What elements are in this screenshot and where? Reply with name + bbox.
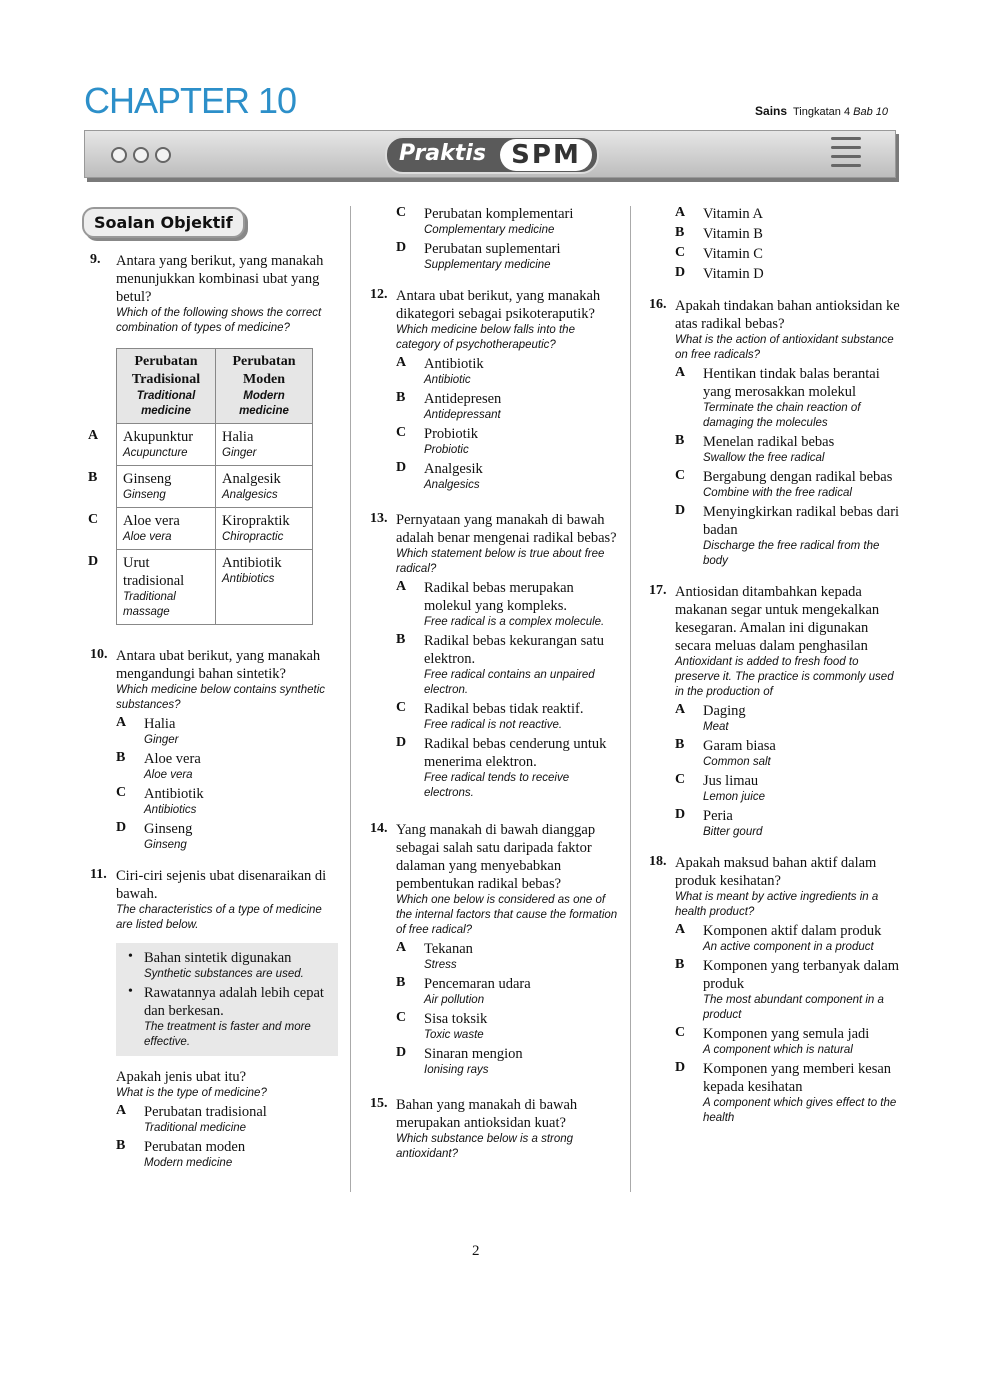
- question-text-en: What is meant by active ingredients in a health product?: [675, 891, 879, 918]
- option-en: Stress: [424, 959, 457, 971]
- question-18: [649, 854, 900, 1126]
- option-ms: Sinaran mengion: [424, 1046, 523, 1062]
- option-en: Toxic waste: [424, 1029, 484, 1041]
- option-ms: Analgesik: [424, 461, 483, 477]
- option-letter: C: [675, 772, 686, 787]
- option-c[interactable]: [396, 205, 622, 238]
- cell-ms: Urut tradisional: [123, 555, 185, 589]
- option-letter: A: [675, 205, 686, 220]
- bullet-item: [124, 984, 330, 1050]
- option-ms: Hentikan tindak balas berantai yang merosakkan molekul: [703, 366, 880, 400]
- banner-pill: [385, 136, 599, 174]
- menu-line-icon: [831, 155, 861, 158]
- option-letter: D: [116, 820, 127, 835]
- option-ms: Jus limau: [703, 773, 759, 789]
- question-number: 12.: [370, 287, 388, 302]
- bullet-en: The treatment is faster and more effective.: [144, 1021, 311, 1048]
- option-letter: C: [88, 511, 99, 527]
- characteristics-box: [116, 943, 338, 1056]
- question-13: [370, 511, 622, 801]
- cell-en: Analgesics: [222, 489, 278, 501]
- option-ms: Vitamin C: [703, 246, 763, 262]
- option-ms: Probiotik: [424, 426, 478, 442]
- option-letter: B: [675, 433, 685, 448]
- question-text-en: Which of the following shows the correct combination of types of medicine?: [116, 307, 322, 334]
- praktis-spm-banner: [84, 130, 896, 178]
- option-letter: C: [675, 245, 686, 260]
- option-ms: Komponen yang semula jadi: [703, 1026, 870, 1042]
- option-en: Supplementary medicine: [424, 259, 551, 271]
- option-a[interactable]: [116, 1103, 338, 1136]
- question-number: 14.: [370, 821, 388, 836]
- option-letter: D: [675, 1060, 686, 1075]
- question-number: 16.: [649, 297, 667, 312]
- option-ms: Ginseng: [144, 821, 193, 837]
- option-b[interactable]: [675, 433, 900, 466]
- question-text: Apakah tindakan bahan antioksidan ke atas radikal bebas?: [675, 298, 900, 332]
- option-letter: B: [675, 225, 685, 240]
- option-ms: Aloe vera: [144, 751, 201, 767]
- column-divider: [350, 206, 351, 1192]
- option-b[interactable]: [675, 737, 900, 770]
- bullet-ms: • Rawatannya adalah lebih cepat dan berkesan.: [144, 985, 324, 1019]
- question-15: [370, 1096, 622, 1162]
- option-a[interactable]: [396, 940, 622, 973]
- option-letter: B: [675, 737, 685, 752]
- menu-line-icon: [831, 164, 861, 167]
- option-a[interactable]: [675, 365, 900, 431]
- option-en: Discharge the free radical from the body: [703, 540, 880, 567]
- option-letter: A: [675, 365, 686, 380]
- option-en: A component which gives effect to the health: [703, 1097, 897, 1124]
- cell-en: Traditional massage: [123, 591, 176, 618]
- question-text: Antara ubat berikut, yang manakah mengandungi bahan sintetik?: [116, 648, 321, 682]
- question-11-continued: [396, 205, 622, 273]
- question-number: 13.: [370, 511, 388, 526]
- question-text-en: Which medicine below contains synthetic substances?: [116, 684, 326, 711]
- cell-ms: Kiropraktik: [222, 513, 290, 529]
- option-letter: B: [88, 469, 98, 485]
- cell-en: Ginseng: [123, 489, 166, 501]
- option-ms: Komponen aktif dalam produk: [703, 923, 882, 939]
- option-letter: B: [396, 975, 406, 990]
- question-15-continued: [675, 205, 900, 283]
- option-letter: A: [88, 427, 99, 443]
- question-number: 18.: [649, 854, 667, 869]
- question-9: [88, 252, 338, 625]
- option-d[interactable]: [396, 460, 622, 493]
- option-letter: B: [396, 632, 406, 647]
- option-ms: Radikal bebas merupakan molekul yang kompleks.: [424, 580, 574, 614]
- option-ms: Sisa toksik: [424, 1011, 488, 1027]
- option-en: Antidepressant: [424, 409, 501, 421]
- option-en: Combine with the free radical: [703, 487, 852, 499]
- option-en: A component which is natural: [703, 1044, 853, 1056]
- option-c[interactable]: [675, 772, 900, 805]
- header-meta: [755, 104, 888, 118]
- question-text-en: The characteristics of a type of medicine are listed below.: [116, 904, 322, 931]
- option-letter: C: [116, 785, 127, 800]
- option-en: Modern medicine: [144, 1157, 233, 1169]
- bab: Bab 10: [853, 106, 888, 118]
- option-c[interactable]: [675, 245, 900, 263]
- question-17: [649, 583, 900, 840]
- table-header: [117, 349, 216, 424]
- question-12: [370, 287, 622, 493]
- option-en: Free radical tends to receive electrons.: [424, 772, 570, 799]
- circle-icon: [111, 147, 127, 163]
- option-d[interactable]: [396, 1045, 622, 1078]
- question-text: Yang manakah di bawah dianggap sebagai salah satu daripada faktor dalaman yang menyebabkan pembentukan radikal bebas?: [396, 822, 596, 892]
- cell-en: Aloe vera: [123, 531, 172, 543]
- cell-ms: Aloe vera: [123, 513, 180, 529]
- option-en: Ginger: [144, 734, 179, 746]
- option-ms: Menelan radikal bebas: [703, 434, 835, 450]
- option-letter: A: [675, 702, 686, 717]
- cell-ms: Antibiotik: [222, 555, 282, 571]
- option-ms: Vitamin B: [703, 226, 763, 242]
- question-10: [90, 647, 338, 853]
- option-ms: Radikal bebas kekurangan satu elektron.: [424, 633, 604, 667]
- option-letter: C: [396, 700, 407, 715]
- option-ms: Perubatan tradisional: [144, 1104, 267, 1120]
- table-row[interactable]: [88, 466, 313, 508]
- option-c[interactable]: [116, 785, 338, 818]
- option-en: Complementary medicine: [424, 224, 555, 236]
- subject: Sains: [755, 104, 788, 118]
- question-text-en: Which medicine below falls into the category of psychotherapeutic?: [396, 324, 575, 351]
- banner-praktis: Praktis: [399, 141, 486, 166]
- page-number: 2: [472, 1243, 480, 1259]
- question-16: [649, 297, 900, 569]
- option-ms: Vitamin A: [703, 206, 763, 222]
- option-ms: Radikal bebas tidak reaktif.: [424, 701, 584, 717]
- question-text-en: Which statement below is true about free radical?: [396, 548, 605, 575]
- option-letter: A: [396, 579, 407, 594]
- option-letter: D: [396, 1045, 407, 1060]
- header-en: Modern medicine: [239, 390, 289, 417]
- option-b[interactable]: [396, 975, 622, 1008]
- question-text: Antara ubat berikut, yang manakah dikategori sebagai psikoteraputik?: [396, 288, 601, 322]
- option-en: Probiotic: [424, 444, 469, 456]
- option-letter: A: [396, 355, 407, 370]
- option-letter: A: [675, 922, 686, 937]
- option-en: Antibiotics: [144, 804, 197, 816]
- option-en: Aloe vera: [144, 769, 193, 781]
- option-en: Free radical is a complex molecule.: [424, 616, 605, 628]
- column-2: [370, 203, 622, 1176]
- option-a[interactable]: [675, 922, 900, 955]
- option-letter: B: [396, 390, 406, 405]
- option-en: Lemon juice: [703, 791, 766, 803]
- option-d[interactable]: [675, 503, 900, 569]
- question-11: [90, 867, 338, 1171]
- cell-en: Acupuncture: [123, 447, 188, 459]
- option-a[interactable]: [116, 715, 338, 748]
- option-letter: D: [396, 240, 407, 255]
- option-letter: D: [396, 460, 407, 475]
- option-a[interactable]: [396, 579, 622, 630]
- option-letter: D: [675, 265, 686, 280]
- option-en: The most abundant component in a product: [703, 994, 884, 1021]
- option-letter: C: [675, 1025, 686, 1040]
- table-header: [216, 349, 313, 424]
- option-en: Analgesics: [424, 479, 480, 491]
- option-ms: Komponen yang memberi kesan kepada kesihatan: [703, 1061, 892, 1095]
- option-c[interactable]: [675, 1025, 900, 1058]
- question-text: Antara yang berikut, yang manakah menunjukkan kombinasi ubat yang betul?: [116, 253, 324, 305]
- option-en: An active component in a product: [703, 941, 874, 953]
- option-letter: D: [675, 807, 686, 822]
- option-c[interactable]: [675, 468, 900, 501]
- option-ms: Bergabung dengan radikal bebas: [703, 469, 893, 485]
- option-en: Ginseng: [144, 839, 187, 851]
- option-letter: B: [675, 957, 685, 972]
- option-d[interactable]: [675, 807, 900, 840]
- option-letter: D: [396, 735, 407, 750]
- table-row[interactable]: [88, 550, 313, 625]
- question-text: Pernyataan yang manakah di bawah adalah benar mengenai radikal bebas?: [396, 512, 617, 546]
- option-b[interactable]: [675, 957, 900, 1023]
- question-ask-en: What is the type of medicine?: [116, 1087, 267, 1099]
- option-letter: C: [396, 1010, 407, 1025]
- option-letter: A: [116, 1103, 127, 1118]
- header-ms: Perubatan Tradisional: [131, 354, 201, 387]
- question-text-en: Which one below is considered as one of the internal factors that cause the formation of free radical?: [396, 894, 618, 936]
- question-text-en: Which substance below is a strong antioxidant?: [396, 1133, 574, 1160]
- banner-spm: SPM: [500, 139, 592, 171]
- question-text-en: What is the action of antioxidant substance on free radicals?: [675, 334, 894, 361]
- question-ask: Apakah jenis ubat itu?: [116, 1069, 247, 1085]
- option-ms: Radikal bebas cenderung untuk menerima elektron.: [424, 736, 607, 770]
- header-ms: Perubatan Moden: [232, 354, 296, 387]
- option-b[interactable]: [396, 390, 622, 423]
- cell-en: Antibiotics: [222, 573, 275, 585]
- option-en: Free radical is not reactive.: [424, 719, 563, 731]
- option-a[interactable]: [396, 355, 622, 388]
- header-en: Traditional medicine: [136, 390, 196, 417]
- option-en: Traditional medicine: [144, 1122, 247, 1134]
- cell-ms: Akupunktur: [123, 429, 194, 445]
- section-label: Soalan Objektif: [82, 207, 245, 238]
- option-d[interactable]: [396, 735, 622, 801]
- option-en: Air pollution: [424, 994, 485, 1006]
- chapter-title: CHAPTER 10: [84, 80, 297, 121]
- question-number: 9.: [90, 252, 101, 267]
- question-text: Apakah maksud bahan aktif dalam produk kesihatan?: [675, 855, 877, 889]
- circle-icon: [155, 147, 171, 163]
- question-text: Bahan yang manakah di bawah merupakan antioksidan kuat?: [396, 1097, 578, 1131]
- cell-en: Ginger: [222, 447, 257, 459]
- option-b[interactable]: [675, 225, 900, 243]
- option-b[interactable]: [116, 750, 338, 783]
- column-divider: [630, 206, 631, 1192]
- question-text: Ciri-ciri sejenis ubat disenaraikan di bawah.: [116, 868, 327, 902]
- option-en: Swallow the free radical: [703, 452, 825, 464]
- option-ms: Komponen yang terbanyak dalam produk: [703, 958, 900, 992]
- question-text-en: Antioxidant is added to fresh food to preserve it. The practice is commonly used in the production of: [675, 656, 894, 698]
- cell-ms: Ginseng: [123, 471, 172, 487]
- option-letter: A: [396, 940, 407, 955]
- question-number: 15.: [370, 1096, 388, 1111]
- option-ms: Perubatan moden: [144, 1139, 246, 1155]
- option-b[interactable]: [396, 632, 622, 698]
- cell-ms: Halia: [222, 429, 254, 445]
- option-letter: C: [396, 425, 407, 440]
- option-d[interactable]: [116, 820, 338, 853]
- question-number: 11.: [90, 867, 107, 882]
- option-c[interactable]: [396, 1010, 622, 1043]
- table-row[interactable]: [88, 508, 313, 550]
- menu-line-icon: [831, 137, 861, 140]
- question-text: Antiosidan ditambahkan kepada makanan segar untuk mengekalkan kesegaran. Amalan ini digunakan secara meluas dalam penghasilan: [675, 584, 880, 654]
- option-ms: Antibiotik: [144, 786, 204, 802]
- bullet-ms: • Bahan sintetik digunakan: [144, 950, 292, 966]
- question-14: [370, 821, 622, 1078]
- option-c[interactable]: [396, 425, 622, 458]
- option-ms: Vitamin D: [703, 266, 764, 282]
- medicine-table: [88, 348, 313, 625]
- option-ms: Peria: [703, 808, 733, 824]
- option-d[interactable]: [396, 240, 622, 273]
- column-3: [649, 203, 900, 1140]
- circle-icon: [133, 147, 149, 163]
- cell-en: Chiropractic: [222, 531, 284, 543]
- option-ms: Menyingkirkan radikal bebas dari badan: [703, 504, 900, 538]
- option-c[interactable]: [396, 700, 622, 733]
- option-letter: B: [116, 1138, 126, 1153]
- option-letter: B: [116, 750, 126, 765]
- option-a[interactable]: [675, 702, 900, 735]
- table-row[interactable]: [88, 424, 313, 466]
- option-ms: Perubatan suplementari: [424, 241, 561, 257]
- option-en: Common salt: [703, 756, 771, 768]
- option-ms: Garam biasa: [703, 738, 776, 754]
- option-letter: A: [116, 715, 127, 730]
- option-d[interactable]: [675, 1060, 900, 1126]
- option-en: Ionising rays: [424, 1064, 489, 1076]
- question-number: 10.: [90, 647, 108, 662]
- option-ms: Halia: [144, 716, 176, 732]
- option-d[interactable]: [675, 265, 900, 283]
- option-letter: C: [396, 205, 407, 220]
- option-letter: D: [88, 553, 99, 569]
- bullet-item: [124, 949, 330, 982]
- option-ms: Perubatan komplementari: [424, 206, 574, 222]
- cell-ms: Analgesik: [222, 471, 281, 487]
- option-ms: Tekanan: [424, 941, 473, 957]
- menu-line-icon: [831, 146, 861, 149]
- option-ms: Pencemaran udara: [424, 976, 531, 992]
- option-en: Bitter gourd: [703, 826, 763, 838]
- option-b[interactable]: [116, 1138, 338, 1171]
- question-number: 17.: [649, 583, 667, 598]
- option-letter: C: [675, 468, 686, 483]
- column-1: [88, 252, 338, 1185]
- option-ms: Antidepresen: [424, 391, 502, 407]
- option-ms: Daging: [703, 703, 746, 719]
- option-en: Meat: [703, 721, 729, 733]
- option-en: Terminate the chain reaction of damaging the molecules: [703, 402, 861, 429]
- option-ms: Antibiotik: [424, 356, 484, 372]
- bullet-en: Synthetic substances are used.: [144, 968, 304, 980]
- option-en: Free radical contains an unpaired electron.: [424, 669, 595, 696]
- option-a[interactable]: [675, 205, 900, 223]
- level: Tingkatan 4: [792, 106, 851, 118]
- option-en: Antibiotic: [424, 374, 471, 386]
- option-letter: D: [675, 503, 686, 518]
